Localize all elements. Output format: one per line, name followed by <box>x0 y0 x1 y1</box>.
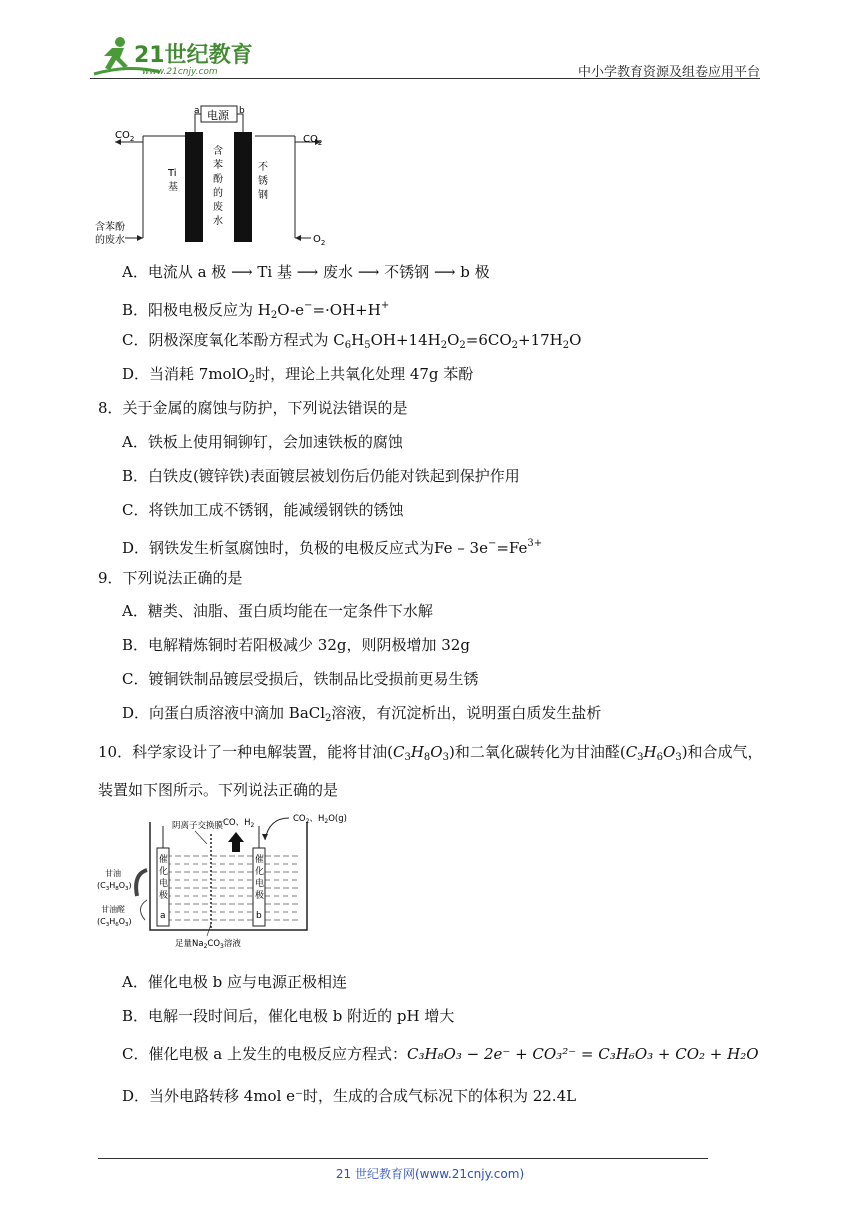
aldehyde-label: 甘油醛 <box>101 905 125 914</box>
q9-option-a: A．糖类、油脂、蛋白质均能在一定条件下水解 <box>122 602 433 620</box>
electrode-char: 催 <box>255 855 265 865</box>
q7-option-b: B．阳极电极反应为 $H_2O-e^-=\cdot OH+H^+$ <box>122 300 390 321</box>
arrow-icon: ⟶ <box>357 263 380 281</box>
center-char: 废 <box>213 202 223 213</box>
q7-option-c: C．阴极深度氧化苯酚方程式为 $C_6H_5OH+14H_2O_2=6CO_2+17H_2O$ <box>122 331 582 351</box>
gas-inlet-arrow <box>265 818 289 840</box>
q10-option-c: C．催化电极 a 上发生的电极反应方程式：C₃H₈O₃ − 2e⁻ + CO₃²⁻ = C₃H₆O₃ + CO₂ + H₂O <box>122 1045 759 1063</box>
q10-stem-1: 10．科学家设计了一种电解装置，能将甘油$(C_3H_8O_3)$和二氧化碳转化为甘油醛$(C_3H_6O_3)$和合成气， <box>98 743 763 763</box>
electrode-char: 化 <box>255 867 265 877</box>
wire-a <box>195 114 201 132</box>
electrode-char: 极 <box>255 891 265 901</box>
q7-option-d: D．当消耗 7molO$_2$时，理论上共氧化处理 47g 苯酚 <box>122 365 474 385</box>
glycerol-flow-arrow <box>136 870 147 896</box>
electrolysis-diagram-2 <box>95 812 375 962</box>
waste-label-2: 的废水 <box>95 235 125 246</box>
center-char: 水 <box>213 216 223 227</box>
q8-option-a: A．铁板上使用铜铆钉，会加速铁板的腐蚀 <box>122 433 403 451</box>
steel-electrode <box>234 132 252 242</box>
o2-label: $O_2$ <box>313 234 326 247</box>
q7-option-a: A．电流从 a 极 ⟶ Ti 基 ⟶ 废水 ⟶ 不锈钢 ⟶ b 极 <box>122 263 490 281</box>
electrolysis-diagram-1 <box>95 102 335 252</box>
center-char: 苯 <box>213 160 223 171</box>
wire-b <box>237 114 243 132</box>
page-header <box>90 34 760 80</box>
ti-label-2: 基 <box>168 182 178 193</box>
glycerol-formula: $(C_3H_8O_3)$ <box>97 881 132 892</box>
center-char: 的 <box>213 188 223 199</box>
footer-divider <box>98 1158 708 1159</box>
arrow-icon: ⟶ <box>433 263 456 281</box>
center-char: 酚 <box>213 174 223 185</box>
center-char: 含 <box>213 146 223 157</box>
q8-stem: 8．关于金属的腐蚀与防护，下列说法错误的是 <box>98 399 408 417</box>
q8-option-b: B．白铁皮(镀锌铁)表面镀层被划伤后仍能对铁起到保护作用 <box>122 467 520 485</box>
waste-label-1: 含苯酚 <box>95 222 125 233</box>
header-divider <box>90 78 760 79</box>
steel-char: 钢 <box>258 190 268 201</box>
terminal-a: a <box>194 106 200 116</box>
logo-text: 21世纪教育 <box>134 43 253 68</box>
ti-electrode <box>185 132 203 242</box>
ti-label: Ti <box>168 168 177 179</box>
q10-option-b: B．电解一段时间后，催化电极 b 附近的 pH 增大 <box>122 1007 455 1025</box>
membrane-label: 阴离子交换膜 <box>172 821 224 831</box>
arrowhead-icon <box>137 235 143 241</box>
aldehyde-formula: $(C_3H_6O_3)$ <box>97 917 132 928</box>
steel-char: 不 <box>258 162 268 173</box>
electrode-char: 电 <box>255 879 265 889</box>
q9-stem: 9．下列说法正确的是 <box>98 569 243 587</box>
steel-char: 锈 <box>258 176 268 187</box>
gas-in-label: $CO_2$、$H_2O(g)$ <box>293 814 347 825</box>
electrode-char: 极 <box>159 891 169 901</box>
electrode-char: 化 <box>159 867 169 877</box>
gas-out-label: CO、$H_2$ <box>223 818 255 829</box>
electrode-char: a <box>160 911 166 921</box>
arrowhead-icon <box>262 834 268 840</box>
q8-option-c: C．将铁加工成不锈钢，能减缓钢铁的锈蚀 <box>122 501 404 519</box>
tank <box>150 822 307 930</box>
q9-option-d: D．向蛋白质溶液中滴加 BaCl$_2$溶液，有沉淀析出，说明蛋白质发生盐析 <box>122 704 602 724</box>
arrow-icon: ⟶ <box>296 263 319 281</box>
electrode-char: b <box>256 911 262 921</box>
q10-stem-2: 装置如下图所示。下列说法正确的是 <box>98 781 339 799</box>
center-label <box>213 144 223 227</box>
co2-right-label: $CO_2$ <box>303 134 323 147</box>
arrowhead-icon <box>295 235 301 241</box>
q9-option-c: C．镀铜铁制品镀层受损后，铁制品比受损前更易生锈 <box>122 670 479 688</box>
electrode-char: 电 <box>159 879 169 889</box>
solution-waves <box>157 856 300 920</box>
co2-left-label: $CO_2$ <box>115 130 135 143</box>
up-arrow-icon <box>228 832 244 852</box>
footer-link[interactable]: 21 世纪教育网(www.21cnjy.com) <box>335 1167 525 1181</box>
site-logo <box>90 34 265 78</box>
steel-label <box>258 161 268 201</box>
q9-option-b: B．电解精炼铜时若阳极减少 32g，则阴极增加 32g <box>122 636 470 654</box>
q10-option-d: D．当外电路转移 4mol e⁻时，生成的合成气标况下的体积为 22.4L <box>122 1087 577 1105</box>
electrode-char: 催 <box>159 855 169 865</box>
membrane-pointer <box>195 831 207 844</box>
glycerol-label: 甘油 <box>105 869 121 878</box>
logo-url: www.21cnjy.com <box>142 67 218 77</box>
terminal-b: b <box>239 106 245 116</box>
arrow-icon: ⟶ <box>231 263 253 281</box>
q8-option-d: D．钢铁发生析氢腐蚀时，负极的电极反应式为$Fe - 3e^-=Fe^{3+}$ <box>122 538 543 557</box>
solution-label: 足量$Na_2CO_3$溶液 <box>175 939 241 950</box>
power-label: 电源 <box>207 109 229 122</box>
aldehyde-flow-arrow <box>140 900 147 920</box>
q10-option-a: A．催化电极 b 应与电源正极相连 <box>122 973 347 991</box>
equation: C₃H₈O₃ − 2e⁻ + CO₃²⁻ = C₃H₆O₃ + CO₂ + H₂O <box>406 1045 759 1063</box>
platform-name: 中小学教育资源及组卷应用平台 <box>577 65 760 80</box>
